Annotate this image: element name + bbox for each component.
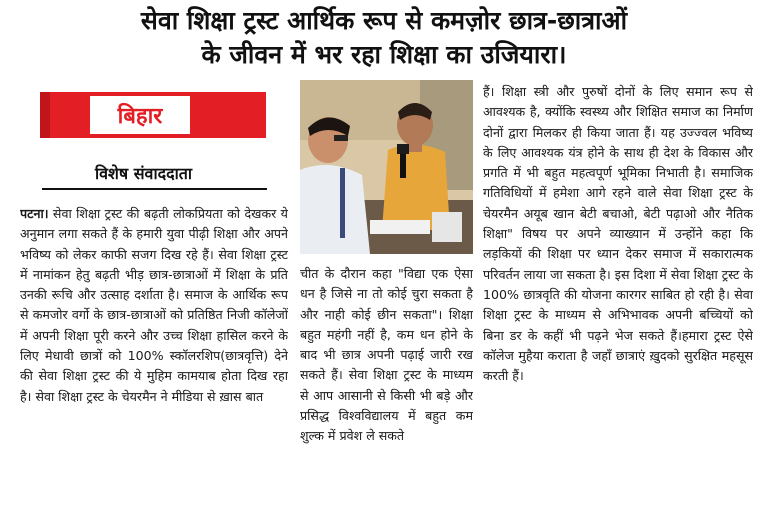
headline	[0, 4, 768, 72]
article-text-1: सेवा शिक्षा ट्रस्ट की बढ़ती लोकप्रियता को देखकर ये अनुमान लगा सकते हैं के हमारी युवा पीढ़ी शिक्षा और अपने भविष्य को लेकर काफी सजग दिख रहे हैं। सेवा शिक्षा ट्रस्ट में नामांकन हेतु बढ़ती भीड़ छात्र-छात्राओं में शिक्षा के प्रति उनकी रूचि और उत्साह दर्शाता है। समाज के आर्थिक रूप से कमजोर वर्गो के छात्र-छात्राओं को प्रतिष्ठित निजी कॉलेजों में अपनी शिक्षा पूरी करने और उच्च शिक्षा हासिल करने के लिए मेधावी छात्रों को 100% स्कॉलरशिप(छात्रवृत्ति) देने की सेवा शिक्षा ट्रस्ट की ये मुहिम कामयाब होता दिख रहा है। सेवा शिक्षा ट्रस्ट के चेयरमैन ने मीडिया से ख़ास बात	[20, 206, 288, 404]
byline-divider	[42, 188, 267, 190]
article-column-3	[483, 82, 753, 522]
dateline: पटना।	[20, 206, 49, 221]
byline: विशेष संवाददाता	[95, 164, 192, 183]
article-column-2	[300, 264, 473, 522]
section-tag-label: बिहार	[90, 96, 190, 134]
headline-line-1: सेवा शिक्षा ट्रस्ट आर्थिक रूप से कमज़ोर छात्र-छात्राओं	[140, 6, 628, 35]
headline-line-2: के जीवन में भर रहा शिक्षा का उजियारा।	[201, 40, 567, 69]
section-tag-stripe	[40, 92, 50, 138]
article-column-1	[20, 204, 288, 522]
article-photo	[300, 80, 473, 254]
article-text-2: चीत के दौरान कहा "विद्या एक ऐसा धन है जिसे ना तो कोई चुरा सकता है और नाही कोई छीन सकता"। शिक्षा बहुत महंगी नहीं है, कम धन होने के बाद भी छात्र अपनी पढ़ाई जारी रख सकते हैं। सेवा शिक्षा ट्रस्ट के माध्यम से आप आसानी से किसी भी बड़े और प्रसिद्ध विश्वविद्यालय में बहुत कम शुल्क में प्रवेश ले सकते	[300, 266, 473, 444]
section-tag	[40, 92, 266, 138]
article-text-3: हैं। शिक्षा स्त्री और पुरुषों दोनों के लिए समान रूप से आवश्यक है, क्योंकि स्वस्थ्य और शिक्षित समाज का निर्माण दोनों द्वारा मिलकर ही किया जाता हैं। यह उज्ज्वल भविष्य के लिए आवश्यक यंत्र होने के साथ ही देश के विकास और प्रगति में भी बहुत महत्वपूर्ण भूमिका निभाती है। समाजिक गतिविधियों में हमेशा आगे रहने वाले सेवा शिक्षा ट्रस्ट के चेयरमैन अयूब खान बेटी बचाओ, बेटी पढ़ाओ और नैतिक शिक्षा" विषय पर अपने व्याख्यान में उन्होंने कहा कि लड़कियों की शिक्षा पर ध्यान देकर समाज में सकारात्मक परिवर्तन लाया जा सकता है। इस दिशा में सेवा शिक्षा ट्रस्ट के 100% छात्रवृति की योजना कारगर साबित हो रही है। सेवा शिक्षा ट्रस्ट के माध्यम से अभिभावक अपनी बच्चियों को बिना डर के कहीं भी पढ़ने भेज सकते हैं।हमारा ट्रस्ट ऐसे कॉलेज मुहैया कराता है जहाँ छात्राएं ख़ुदको सुरक्षित महसूस करती हैं।	[483, 84, 753, 384]
interview-photo-illustration	[300, 80, 473, 254]
